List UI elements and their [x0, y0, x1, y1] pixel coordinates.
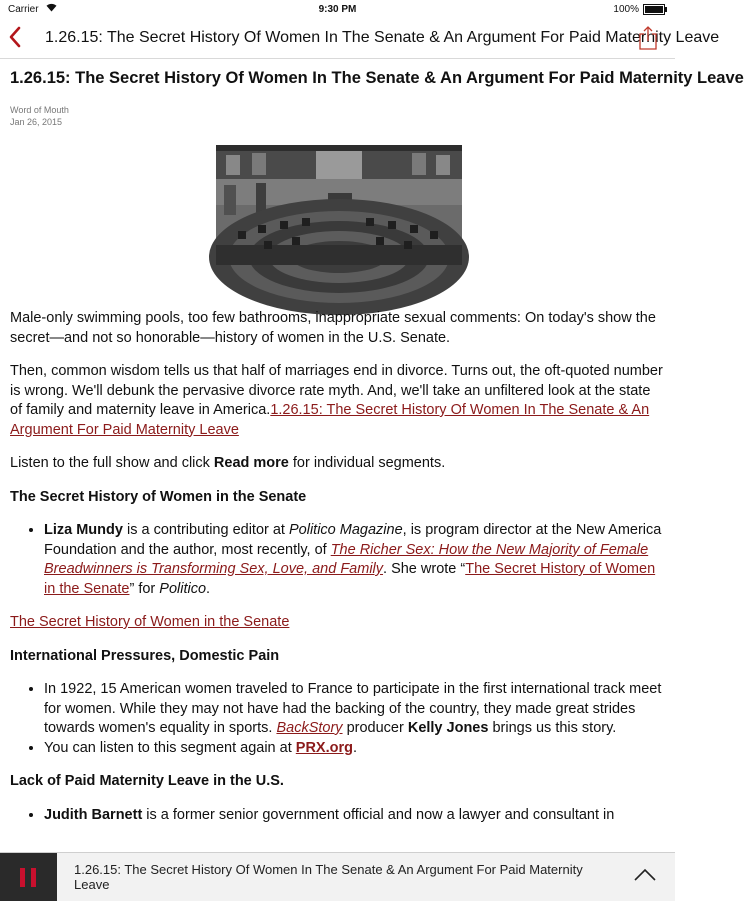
expand-player-button[interactable]: [633, 865, 657, 885]
now-playing-title: 1.26.15: The Secret History Of Women In The Senate & An Argument For Paid Maternity Leave: [74, 862, 583, 892]
clock: 9:30 PM: [318, 4, 357, 15]
article-content[interactable]: [0, 59, 744, 852]
listen-paragraph: Listen to the full show and click Read more for individual segments.: [10, 455, 446, 471]
article-source: Word of Mouth: [10, 105, 69, 115]
episode-link[interactable]: 1.26.15: The Secret History Of Women In The Senate & An Argument For Paid Maternity Leave: [10, 402, 650, 438]
prx-link[interactable]: PRX.org: [295, 739, 353, 756]
senate-chamber-image: [216, 145, 462, 265]
battery-percent: 100%: [613, 4, 639, 15]
politico-article-link[interactable]: The Secret History of Women in the Senate: [44, 561, 656, 597]
share-icon: [637, 25, 659, 51]
battery-icon: [643, 4, 665, 15]
backstory-link[interactable]: BackStory: [276, 720, 343, 736]
nav-title: 1.26.15: The Secret History Of Women In The Senate & An Argument For Paid Maternity Leave: [45, 29, 720, 46]
chevron-left-icon: [8, 26, 22, 48]
share-button[interactable]: [637, 25, 659, 51]
intro-paragraph-2: Then, common wisdom tells us that half of marriages end in divorce. Turns out, the oft-quoted number is wrong. We'll debunk the pervasive divorce rate myth. And, we'll take an unfiltered look at the state of family and maternity leave in America.1.26.15: The Secret History Of Women In The Senate & An Argument For Paid Maternity Leave: [10, 363, 663, 438]
book-link[interactable]: The Richer Sex: How the New Majority of Female Breadwinners is Transforming Sex, Love, and Family: [44, 541, 649, 577]
battery-indicator: [613, 4, 665, 15]
segment-link-paragraph: [10, 613, 665, 633]
section-senate-list: [10, 521, 665, 599]
senate-segment-link[interactable]: The Secret History of Women in the Senate: [10, 614, 290, 630]
status-bar: [0, 0, 675, 20]
list-item: • Liza Mundy is a contributing editor at Politico Magazine, is program director at the New America Foundation and the author, most recently, of The Richer Sex: How the New Majority of Female Breadwinners is Transforming Sex, Love, and Family. She wrote “The Secret History of Women in the Senate” for Politico.: [44, 521, 665, 599]
section-heading-senate: The Secret History of Women in the Senate: [10, 488, 307, 505]
chevron-up-icon: [633, 865, 657, 885]
pause-button[interactable]: [0, 853, 57, 901]
article-photo: [216, 145, 462, 265]
nav-bar: [0, 20, 720, 59]
list-item: • You can listen to this segment again at PRX.org.: [44, 739, 665, 759]
read-more-text: Read more: [213, 455, 289, 471]
list-item: • Judith Barnett is a former senior government official and now a lawyer and consultant in: [44, 806, 665, 826]
section-heading-maternity: Lack of Paid Maternity Leave in the U.S.: [10, 773, 284, 789]
list-item: • In 1922, 15 American women traveled to France to participate in the first international track meet for women. While they may not have had the backing of the country, they made great strides towards women's equality in sports. BackStory producer Kelly Jones brings us this story.: [44, 680, 665, 739]
back-button[interactable]: [8, 26, 30, 52]
article-title: 1.26.15: The Secret History Of Women In The Senate & An Argument For Paid Maternity Leave: [10, 69, 744, 87]
intro-paragraph-1: Male-only swimming pools, too few bathrooms, inappropriate sexual comments: On today's show the secret—and not so honorable—history of women in the U.S. Senate.: [10, 310, 656, 346]
article-body: [10, 309, 665, 839]
section-maternity-list: [10, 806, 665, 826]
section-heading-international: International Pressures, Domestic Pain: [10, 647, 280, 664]
carrier-label: Carrier: [8, 4, 39, 15]
now-playing-bar: [0, 852, 675, 901]
article-meta: [10, 104, 69, 128]
article-date: Jan 26, 2015: [10, 117, 63, 127]
section-international-list: [10, 680, 665, 758]
